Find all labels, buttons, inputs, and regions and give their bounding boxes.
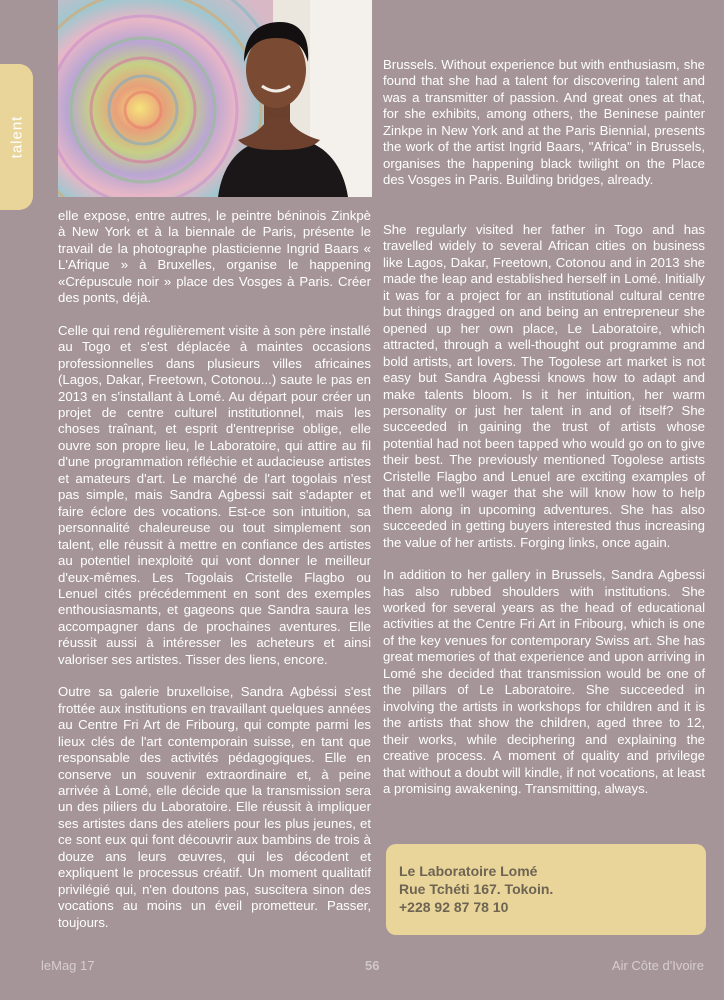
gallery-name: Le Laboratoire Lomé <box>399 863 538 879</box>
french-paragraph: Celle qui rend régulièrement visite à son père installé au Togo et s'est déplacée à maintes occasions professionnelles dans plusieurs villes africaines (Lagos, Dakar, Freetown, Cotonou...) saute le pas en 2013 en s'installant à Lomé. Au départ pour créer un projet de centre culturel institutionnel, mais les choses traînant, et esprit d'entreprise oblige, elle ouvre son propre lieu, le Laboratoire, qui attire au fil d'une programmation réfléchie et audacieuse artistes et amateurs d'art. Le marché de l'art togolais n'est pas simple, mais Sandra Agbessi sait s'adapter et faire éclore des vocations. Est-ce son intuition, sa personnalité chaleureuse ou tout simplement son talent, elle réussit à mettre en confiance des artistes au potentiel inexploité qui vont donner le meilleur d'eux-mêmes. Les Togolais Cristelle Flagbo ou Lenuel cités précédemment en sont des exemples enthousiasmants, et gageons que Sandra saura les accompagner dans de prochaines aventures. Elle réussit aussi à intéresser les acheteurs et ainsi valoriser ses artistes. Tisser des liens, encore. <box>58 322 371 667</box>
portrait-photo-illustration <box>58 0 372 197</box>
french-paragraph: Outre sa galerie bruxelloise, Sandra Agbéssi s'est frottée aux institutions en travaillant quelques années au Centre Fri Art de Fribourg, qui compte parmi les lieux clés de l'art contemporain suisse, en tant que responsable des activités pédagogiques. Elle en conserve un souvenir extraordinaire et, à peine arrivée à Lomé, elle décide que la transmission sera un des piliers du Laboratoire. Elle réussit à impliquer ses artistes dans des ateliers pour les plus jeunes, et ce sont eux qui font découvrir aux bambins de trois à douze ans leurs œuvres, qui les décodent et expliquent le processus créatif. Un moment qualitatif privilégié qui, n'en doutons pas, suscitera sinon des vocations au moins un éveil prometteur. Passer, toujours. <box>58 684 371 930</box>
footer-page-number: 56 <box>365 958 380 973</box>
english-paragraph: In addition to her gallery in Brussels, Sandra Agbessi has also rubbed shoulders with institutions. She worked for several years as the head of educational activities at the Centre Fri Art in Fribourg, which is one of the key venues for contemporary Swiss art. She has great memories of that experience and upon arriving in Lomé she decided that transmission would be one of the pillars of Le Laboratoire. She succeeded in involving the artists in workshops for children and it is the artists that show the children, aged three to 12, their works, while deciphering and explaining the creative process. A moment of quality and privilege that without a doubt will kindle, if not vocations, at least a promising awakening. Transmitting, always. <box>383 567 705 796</box>
address-box <box>386 844 706 935</box>
english-column-top <box>383 57 705 189</box>
french-column <box>58 208 371 931</box>
portrait-photo <box>58 0 372 197</box>
section-tab-label: talent <box>8 115 25 159</box>
section-tab-talent <box>0 64 33 210</box>
gallery-street: Rue Tchéti 167. Tokoin. <box>399 881 554 897</box>
french-paragraph: elle expose, entre autres, le peintre béninois Zinkpè à New York et à la biennale de Paris, présente le travail de la photographe plasticienne Ingrid Baars « L'Afrique » à Bruxelles, organise le happening «Crépuscule noir » place des Vosges à Paris. Créer des ponts, déjà. <box>58 208 371 306</box>
gallery-phone: +228 92 87 78 10 <box>399 899 509 915</box>
english-paragraph: She regularly visited her father in Togo and has travelled widely to several African cities on business like Lagos, Dakar, Freetown, Cotonou and in 2013 she made the leap and established herself in Lomé. Initially it was for a project for an institutional cultural centre but things dragged on and being an entrepreneur she opened up her own place, Le Laboratoire, which attracted, through a well-thought out programme and bold artists, art lovers. The Togolese art market is not easy but Sandra Agbessi knows how to adapt and make talents bloom. Is it her intuition, her warm personality or just her talent in and of itself? She succeeded in gaining the trust of artists whose potential had not been tapped who would go on to give their best. The previously mentioned Togolese artists Cristelle Flagbo and Lenuel are exciting examples of that and we'll wager that she will know how to help them along in upcoming adventures. She has also succeeded in getting buyers interested thus increasing the value of her artists. Forging links, once again. <box>383 222 705 550</box>
english-column <box>383 222 705 797</box>
footer-magazine: leMag 17 <box>41 958 95 973</box>
english-paragraph: Brussels. Without experience but with enthusiasm, she found that she had a talent for discovering talent and was a transmitter of passion. And great ones at that, for she exhibits, among others, the Beninese painter Zinkpe in New York and at the Paris Biennial, presents the work of the artist Ingrid Baars, "Africa" in Brussels, organises the happening black twilight on the Place des Vosges in Paris. Building bridges, already. <box>383 57 705 188</box>
footer-airline: Air Côte d'Ivoire <box>611 958 704 973</box>
